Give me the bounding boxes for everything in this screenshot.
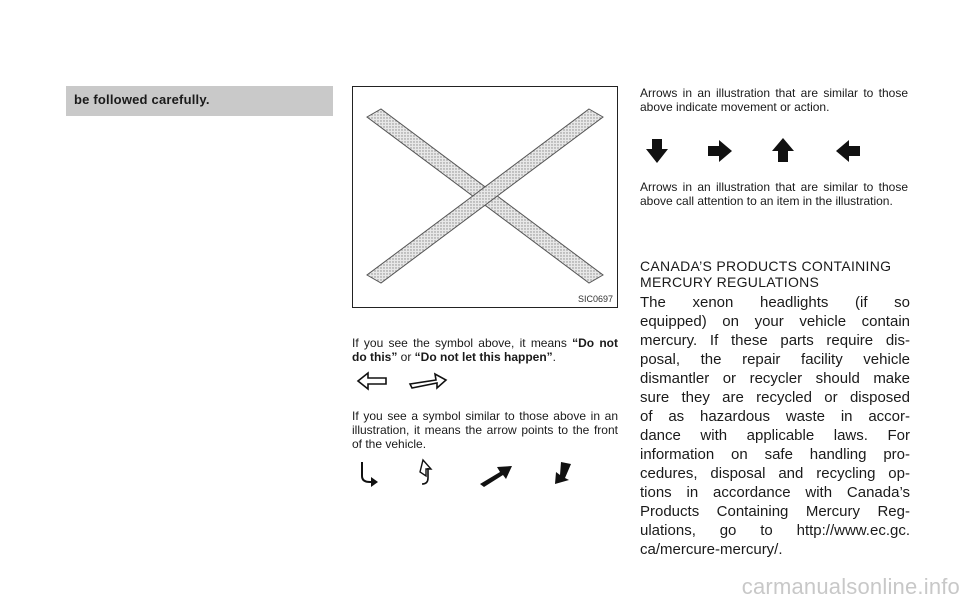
body-line: information on safe handling pro-	[640, 446, 910, 463]
do-not-do-this-text: “Do not do this”	[352, 336, 618, 364]
front-outline-arrow-icon	[356, 370, 390, 392]
body-line: tions in accordance with Canada’s	[640, 484, 910, 501]
body-line: cedures, disposal and recycling op-	[640, 465, 910, 482]
diagonal-arrow-icon	[478, 462, 514, 488]
curved-up-left-arrow-icon	[416, 458, 438, 488]
para-text: If you see the symbol above, it means	[352, 336, 573, 350]
warning-text: be followed carefully.	[74, 92, 210, 107]
heading-line-2: MERCURY REGULATIONS	[640, 274, 820, 290]
figure-code: SIC0697	[577, 294, 613, 304]
body-line: equipped) on your vehicle contain	[640, 313, 910, 330]
body-line: The xenon headlights (if so	[640, 294, 910, 311]
body-line: posal, the repair facility vehicle	[640, 351, 910, 368]
para-text: .	[552, 350, 557, 364]
body-line: ulations, go to http://www.ec.gc.	[640, 522, 910, 539]
movement-arrows-explanation: Arrows in an illustration that are similar to those above indicate movement or action.	[640, 86, 908, 114]
cross-symbol-icon	[353, 87, 617, 307]
body-line: sure they are recycled or disposed	[640, 389, 910, 406]
warning-bar	[66, 86, 333, 116]
do-not-explanation	[352, 336, 618, 364]
body-line: ca/mercure-mercury/.	[640, 541, 783, 558]
body-line: dance with applicable laws. For	[640, 427, 910, 444]
left-arrow-icon	[835, 139, 861, 163]
canada-mercury-heading	[640, 258, 920, 290]
curved-down-right-arrow-icon	[358, 460, 380, 488]
right-arrow-icon	[707, 139, 733, 163]
body-line: dismantler or recycler should make	[640, 370, 910, 387]
front-slanted-arrow-icon	[408, 368, 448, 392]
bent-down-left-arrow-icon	[551, 460, 573, 486]
site-watermark: carmanualsonline.info	[741, 574, 960, 599]
para-text: or	[397, 350, 415, 364]
mercury-body-text	[640, 293, 910, 559]
heading-line-1: CANADA’S PRODUCTS CONTAINING	[640, 258, 892, 274]
body-line: of as hazardous waste in accor-	[640, 408, 910, 425]
do-not-symbol-figure	[352, 86, 618, 308]
up-arrow-icon	[771, 137, 795, 163]
body-line: mercury. If these parts require dis-	[640, 332, 910, 349]
do-not-let-happen-text: “Do not let this happen”	[414, 350, 553, 364]
front-arrow-explanation: If you see a symbol similar to those above in an illustration, it means the arrow points to the front of the vehicle.	[352, 409, 618, 451]
body-line: Products Containing Mercury Reg-	[640, 503, 910, 520]
down-arrow-icon	[645, 138, 669, 164]
attention-arrows-explanation: Arrows in an illustration that are similar to those above call attention to an item in the illustration.	[640, 180, 908, 208]
